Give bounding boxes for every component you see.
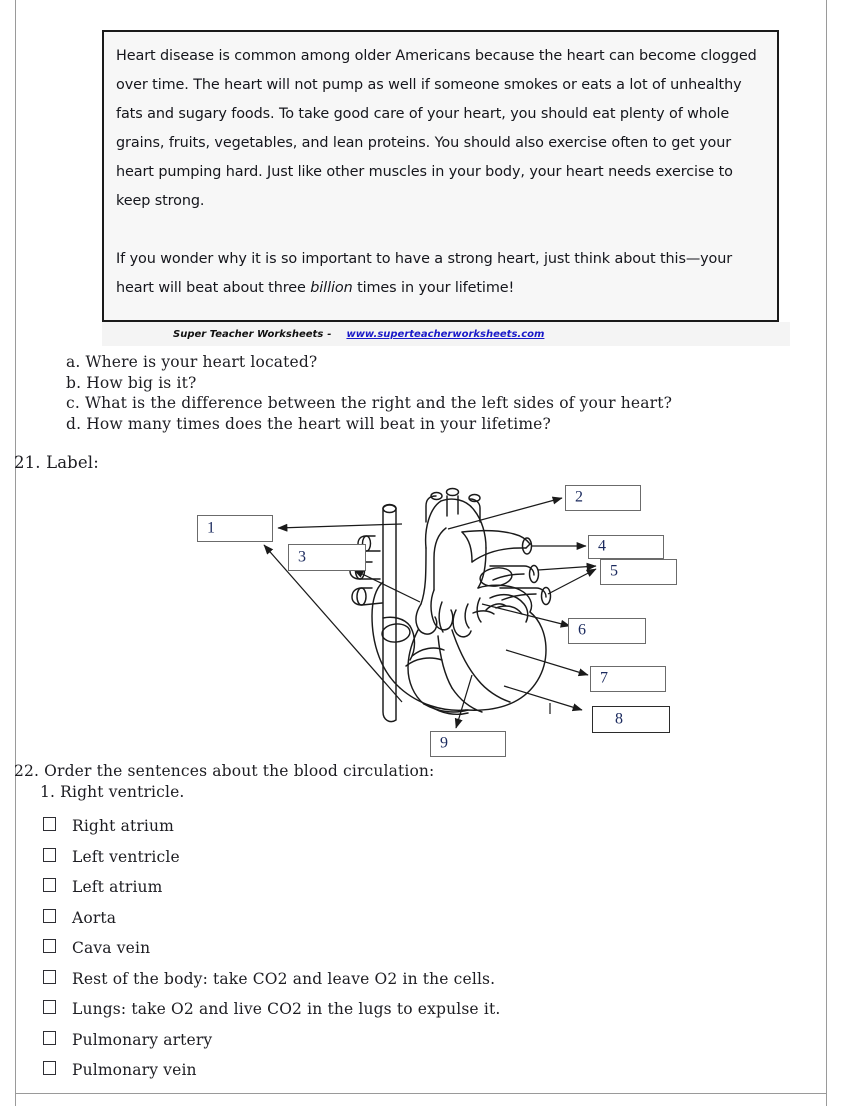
- label-box-2[interactable]: [565, 485, 641, 511]
- label-box-8-number: 8: [615, 710, 623, 728]
- list-item-label: Cava vein: [72, 939, 151, 957]
- checkbox-left-atrium[interactable]: [43, 878, 56, 892]
- passage-paragraph-2-part1: If you wonder why it is so important to have a strong heart, just think about this—your heart will beat about three: [116, 251, 733, 296]
- sub-question-d: d. How many times does the heart will beat in your lifetime?: [66, 414, 551, 433]
- checkbox-pulmonary-artery[interactable]: [43, 1031, 56, 1045]
- list-item: [14, 903, 514, 934]
- footer-brand: Super Teacher Worksheets: [173, 329, 324, 340]
- label-box-7[interactable]: [590, 666, 666, 692]
- list-item-label: Rest of the body: take CO2 and leave O2 in the cells.: [72, 969, 496, 988]
- page-border-right: [826, 0, 827, 1106]
- list-item-label: Left ventricle: [72, 847, 180, 866]
- label-box-6[interactable]: [568, 618, 646, 644]
- ordering-checkbox-list: [14, 811, 514, 1086]
- list-item: [14, 842, 514, 873]
- label-box-3-number: 3: [298, 548, 306, 566]
- list-item: [14, 872, 514, 903]
- footer-separator: -: [327, 329, 332, 340]
- list-item-label: Aorta: [72, 908, 117, 927]
- sub-question-a: a. Where is your heart located?: [66, 353, 318, 371]
- sub-question-list: [66, 352, 686, 434]
- list-item: [14, 964, 514, 995]
- label-box-9-number: 9: [440, 734, 448, 752]
- checkbox-cava-vein[interactable]: [43, 939, 56, 953]
- label-box-3[interactable]: [288, 544, 366, 571]
- list-item-label: Pulmonary artery: [72, 1030, 213, 1049]
- question-22-first-item: 1. Right ventricle.: [40, 783, 185, 801]
- list-item-label: Lungs: take O2 and live CO2 in the lugs to expulse it.: [72, 1000, 501, 1018]
- footer-website-link[interactable]: www.superteacherworksheets.com: [346, 329, 545, 340]
- label-box-8[interactable]: [592, 706, 670, 733]
- checkbox-left-ventricle[interactable]: [43, 848, 56, 862]
- checkbox-aorta[interactable]: [43, 909, 56, 923]
- checkbox-pulmonary-vein[interactable]: [43, 1061, 56, 1075]
- sub-question-c: c. What is the difference between the right and the left sides of your heart?: [66, 394, 673, 412]
- list-item-label: Left atrium: [72, 878, 163, 896]
- checkbox-rest-of-body[interactable]: [43, 970, 56, 984]
- label-box-1[interactable]: [197, 515, 273, 542]
- label-box-5-number: 5: [610, 562, 618, 580]
- label-box-7-number: 7: [600, 669, 608, 687]
- label-box-6-number: 6: [578, 621, 586, 639]
- footer-attribution: [173, 329, 544, 340]
- label-box-4-number: 4: [598, 537, 606, 555]
- reading-passage-box: [102, 30, 779, 322]
- label-box-4[interactable]: [588, 535, 664, 559]
- reading-passage-text: [104, 32, 777, 303]
- list-item: [14, 1025, 514, 1056]
- question-22-title: 22. Order the sentences about the blood circulation:: [14, 762, 435, 780]
- list-item: [14, 811, 514, 842]
- list-item: [14, 933, 514, 964]
- label-box-5[interactable]: [600, 559, 677, 585]
- passage-paragraph-2-part2: times in your lifetime!: [352, 280, 515, 296]
- question-21-heading: 21. Label:: [14, 453, 99, 472]
- sub-question-b: b. How big is it?: [66, 373, 197, 392]
- list-item: [14, 994, 514, 1025]
- passage-paragraph-2: [116, 245, 763, 303]
- label-box-1-number: 1: [207, 519, 215, 537]
- passage-paragraph-1: Heart disease is common among older Americans because the heart can become clogged over time. The heart will not pump as well if someone smokes or eats a lot of unhealthy fats and sugary foods. To take good care of your heart, you should eat plenty of whole grains, fruits, vegetables, and lean proteins. You should also exercise often to get your heart pumping hard. Just like other muscles in your body, your heart needs exercise to keep strong.: [116, 48, 757, 209]
- list-item: [14, 1055, 514, 1086]
- question-22: [14, 761, 514, 1086]
- label-box-2-number: 2: [575, 488, 583, 506]
- checkbox-right-atrium[interactable]: [43, 817, 56, 831]
- passage-emphasis-billion: billion: [310, 280, 353, 296]
- list-item-label: Right atrium: [72, 817, 175, 835]
- checkbox-lungs[interactable]: [43, 1000, 56, 1014]
- list-item-label: Pulmonary vein: [72, 1061, 197, 1079]
- page-border-bottom: [15, 1093, 827, 1094]
- label-box-9[interactable]: [430, 731, 506, 757]
